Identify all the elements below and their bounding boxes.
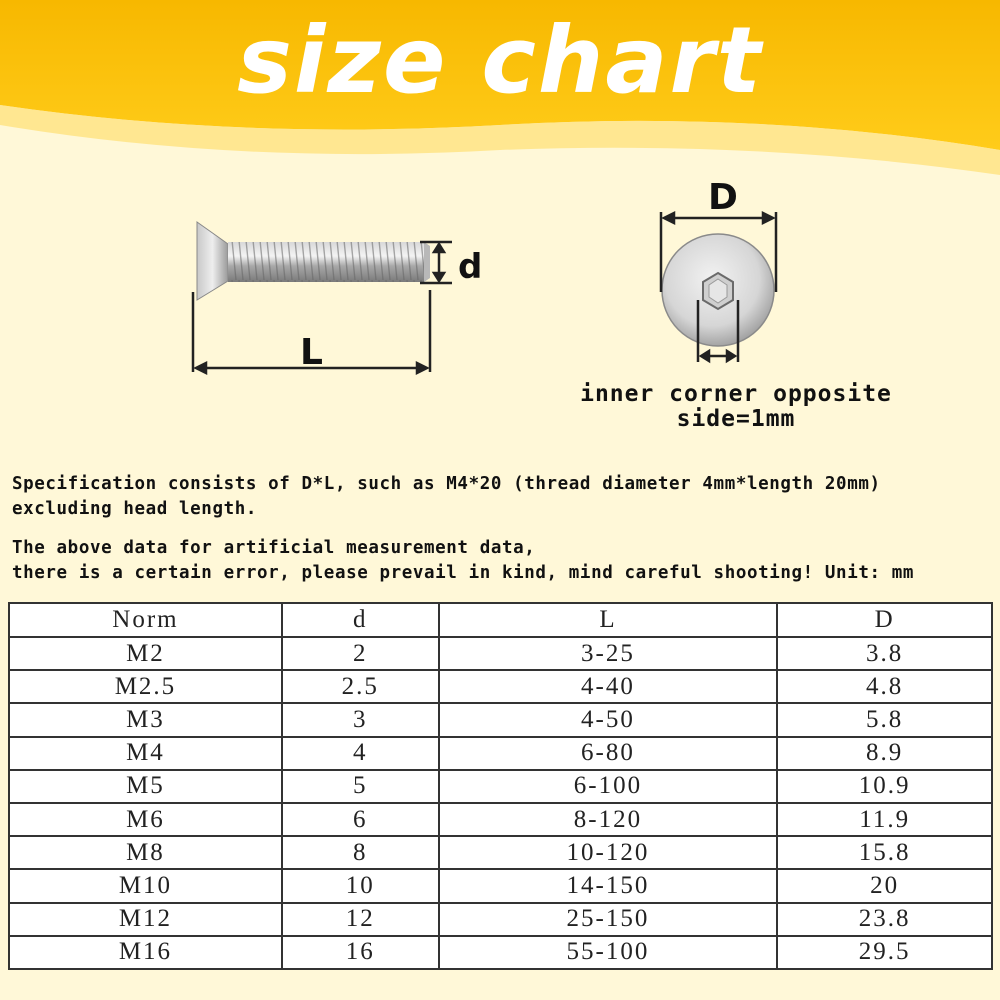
table-row <box>9 936 992 969</box>
cell-D: 20 <box>777 869 992 902</box>
cell-norm: M8 <box>9 836 282 869</box>
table-row <box>9 637 992 670</box>
cell-d: 2 <box>282 637 439 670</box>
cell-norm: M6 <box>9 803 282 836</box>
cell-norm: M10 <box>9 869 282 902</box>
table-row <box>9 670 992 703</box>
cell-norm: M2.5 <box>9 670 282 703</box>
cell-D: 23.8 <box>777 903 992 936</box>
cell-L: 4-50 <box>439 703 778 736</box>
screw-head-top-image <box>662 234 774 346</box>
cell-D: 11.9 <box>777 803 992 836</box>
table-header-row <box>9 603 992 637</box>
countersunk-screw-side-image <box>197 222 430 300</box>
cell-D: 29.5 <box>777 936 992 969</box>
header-d: d <box>282 603 439 637</box>
cell-d: 16 <box>282 936 439 969</box>
header-norm: Norm <box>9 603 282 637</box>
table-row <box>9 770 992 803</box>
cell-L: 10-120 <box>439 836 778 869</box>
cell-norm: M16 <box>9 936 282 969</box>
data-line2: there is a certain error, please prevail in kind, mind careful shooting! Unit: mm <box>12 563 915 583</box>
table-row <box>9 803 992 836</box>
cell-L: 55-100 <box>439 936 778 969</box>
cell-norm: M12 <box>9 903 282 936</box>
cell-L: 8-120 <box>439 803 778 836</box>
size-table <box>8 602 993 970</box>
cell-L: 6-80 <box>439 737 778 770</box>
cell-D: 8.9 <box>777 737 992 770</box>
cell-norm: M3 <box>9 703 282 736</box>
cell-L: 14-150 <box>439 869 778 902</box>
hex-caption-line2: side=1mm <box>676 406 796 432</box>
thread-diameter-label: d <box>458 247 483 287</box>
cell-d: 10 <box>282 869 439 902</box>
page-title: size chart <box>237 7 763 114</box>
header-D: D <box>777 603 992 637</box>
cell-L: 3-25 <box>439 637 778 670</box>
cell-norm: M5 <box>9 770 282 803</box>
cell-D: 10.9 <box>777 770 992 803</box>
table-row <box>9 836 992 869</box>
head-diameter-label: D <box>708 177 738 218</box>
cell-d: 4 <box>282 737 439 770</box>
cell-L: 6-100 <box>439 770 778 803</box>
cell-d: 12 <box>282 903 439 936</box>
cell-d: 8 <box>282 836 439 869</box>
cell-D: 4.8 <box>777 670 992 703</box>
cell-L: 25-150 <box>439 903 778 936</box>
cell-D: 3.8 <box>777 637 992 670</box>
specification-note <box>12 472 997 522</box>
cell-norm: M4 <box>9 737 282 770</box>
table-row <box>9 903 992 936</box>
data-line1: The above data for artificial measurement data, <box>12 538 536 558</box>
cell-D: 5.8 <box>777 703 992 736</box>
table-row <box>9 737 992 770</box>
spec-line2: excluding head length. <box>12 499 257 519</box>
cell-d: 3 <box>282 703 439 736</box>
hex-caption-line1: inner corner opposite <box>580 381 892 407</box>
cell-L: 4-40 <box>439 670 778 703</box>
measurement-note <box>12 536 997 586</box>
spec-line1: Specification consists of D*L, such as M4*20 (thread diameter 4mm*length 20mm) <box>12 474 881 494</box>
cell-D: 15.8 <box>777 836 992 869</box>
cell-d: 6 <box>282 803 439 836</box>
cell-norm: M2 <box>9 637 282 670</box>
table-row <box>9 869 992 902</box>
cell-d: 2.5 <box>282 670 439 703</box>
table-row <box>9 703 992 736</box>
hex-socket-caption <box>540 382 932 432</box>
cell-d: 5 <box>282 770 439 803</box>
length-label: L <box>300 332 323 373</box>
header-L: L <box>439 603 778 637</box>
